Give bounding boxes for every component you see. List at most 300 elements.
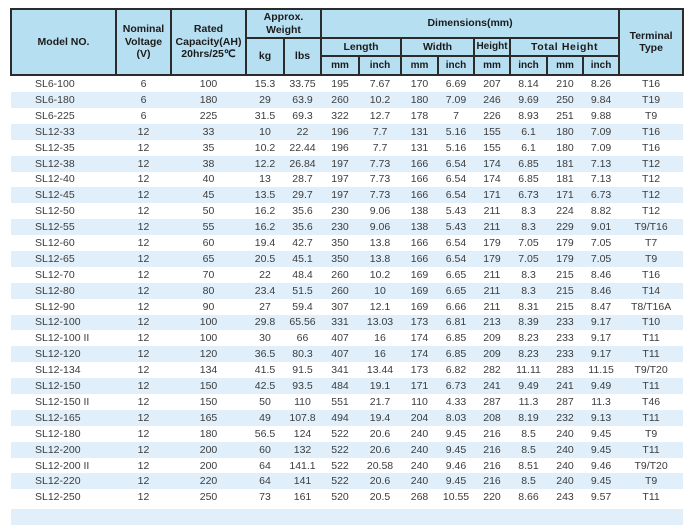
cell-model: SL12-40: [35, 173, 75, 186]
cell-value: 233: [547, 315, 583, 331]
cell-value: 7.7: [372, 141, 388, 154]
cell-value: T12: [619, 156, 683, 172]
cell-value: 7: [453, 109, 459, 122]
cell-value: 161: [293, 491, 312, 504]
cell-value: 166: [410, 173, 429, 186]
cell-value: 174: [410, 332, 429, 345]
cell-value: 171: [547, 187, 583, 203]
cell-value: T8/T16A: [630, 300, 672, 313]
cell-value: 13.5: [246, 187, 284, 203]
cell-value: 171: [401, 378, 438, 394]
cell-value: 15.3: [254, 78, 276, 91]
cell-value: 8.93: [518, 109, 539, 122]
cell-value: 233: [556, 332, 574, 345]
cell-value: 407: [321, 346, 359, 362]
cell-model: SL12-100 II: [35, 332, 90, 345]
cell-value: 31.5: [254, 109, 276, 122]
cell-value: 241: [474, 378, 510, 394]
cell-value: 166: [401, 156, 438, 172]
cell-value: 282: [483, 364, 501, 377]
cell-value: 41.5: [254, 364, 276, 377]
cell-value: 174: [483, 173, 501, 186]
cell-value: 484: [321, 378, 359, 394]
cell-value: 12: [137, 395, 150, 408]
cell-value: 20.6: [369, 427, 391, 440]
cell-model: SL12-250: [35, 491, 81, 504]
cell-value: 150: [199, 395, 218, 408]
cell-value: 240: [556, 459, 574, 472]
cell-value: 20.58: [366, 459, 394, 472]
header-approx-weight: Approx. Weight: [246, 9, 321, 38]
cell-value: 110: [294, 395, 311, 408]
cell-value: T16: [642, 268, 661, 281]
cell-value: 8.66: [518, 491, 539, 504]
cell-value: 9.45: [583, 442, 619, 458]
cell-value: 7.05: [518, 237, 539, 250]
cell-model: SL12-80: [11, 283, 116, 299]
table-row: [11, 410, 683, 426]
cell-value: 155: [474, 124, 510, 140]
cell-value: 240: [547, 442, 583, 458]
cell-value: 407: [331, 332, 349, 345]
cell-model: SL12-200 II: [35, 459, 90, 472]
cell-value: 8.46: [590, 268, 612, 281]
cell-value: 12: [137, 268, 150, 281]
table-row: [11, 299, 683, 315]
cell-value: 166: [401, 251, 438, 267]
cell-value: 522: [321, 473, 359, 489]
cell-value: 64: [259, 459, 271, 472]
cell-value: 9.45: [583, 473, 619, 489]
cell-value: 120: [171, 346, 246, 362]
cell-value: 35.6: [292, 205, 313, 218]
cell-value: 8.3: [510, 219, 547, 235]
cell-value: 240: [556, 427, 574, 440]
cell-value: 20.6: [359, 442, 401, 458]
cell-model: SL12-90: [35, 300, 75, 313]
cell-value: 181: [556, 173, 574, 186]
cell-model: SL6-225: [35, 109, 75, 122]
cell-value: 8.47: [590, 300, 612, 313]
header-height: Height: [474, 38, 510, 56]
cell-value: 12: [116, 156, 171, 172]
cell-value: 211: [483, 300, 501, 313]
table-row: [11, 108, 683, 124]
cell-model: SL12-200: [11, 442, 116, 458]
cell-value: 141: [284, 473, 321, 489]
cell-value: 230: [321, 219, 359, 235]
cell-value: 27: [259, 300, 271, 313]
cell-value: 179: [556, 237, 574, 250]
cell-value: 522: [331, 427, 349, 440]
table-row: [11, 362, 683, 378]
cell-value: 170: [410, 78, 429, 91]
cell-value: T46: [642, 395, 661, 408]
cell-value: 64: [246, 473, 284, 489]
cell-value: 12: [116, 346, 171, 362]
cell-value: 23.4: [246, 283, 284, 299]
cell-value: 260: [321, 92, 359, 108]
cell-value: 36.5: [246, 346, 284, 362]
cell-value: 5.43: [445, 205, 467, 218]
cell-model: SL6-100: [35, 78, 75, 91]
header-dimensions: Dimensions(mm): [321, 9, 619, 38]
cell-value: 180: [556, 141, 574, 154]
table-row: [11, 426, 683, 442]
cell-value: 260: [321, 283, 359, 299]
cell-value: 287: [483, 395, 501, 408]
cell-value: 8.3: [510, 283, 547, 299]
cell-model: SL12-45: [11, 187, 116, 203]
cell-value: 7.7: [359, 124, 401, 140]
cell-value: 8.5: [521, 427, 536, 440]
cell-value: 6: [140, 109, 147, 122]
cell-value: 42.5: [246, 378, 284, 394]
cell-value: 209: [483, 332, 501, 345]
cell-value: 240: [401, 473, 438, 489]
cell-value: 100: [171, 315, 246, 331]
cell-value: 51.5: [284, 283, 321, 299]
cell-value: 22: [259, 268, 271, 281]
cell-value: 10.2: [254, 141, 276, 154]
cell-value: 29: [246, 92, 284, 108]
header-model-no: Model NO.: [11, 9, 116, 75]
cell-value: 100: [199, 332, 218, 345]
cell-value: 171: [474, 187, 510, 203]
cell-value: 216: [483, 459, 501, 472]
table-row: [11, 203, 683, 219]
cell-value: 56.5: [254, 427, 276, 440]
table-row: [11, 283, 683, 299]
header-lbs: lbs: [284, 38, 321, 75]
cell-value: 30: [259, 332, 271, 345]
cell-value: 45.1: [284, 251, 321, 267]
cell-value: 211: [483, 268, 501, 281]
cell-model: SL12-60: [35, 237, 75, 250]
cell-value: 208: [474, 410, 510, 426]
cell-value: 13.44: [366, 364, 394, 377]
table-row: [11, 489, 683, 505]
cell-value: 11.11: [516, 364, 541, 377]
cell-value: 13.8: [359, 251, 401, 267]
cell-value: 179: [547, 251, 583, 267]
cell-value: 49: [246, 410, 284, 426]
cell-value: 91.5: [292, 364, 313, 377]
cell-value: 141.1: [289, 459, 316, 472]
cell-value: 9.69: [510, 92, 547, 108]
cell-value: 229: [547, 219, 583, 235]
table-row: [11, 251, 683, 267]
cell-model: SL12-65: [11, 251, 116, 267]
cell-value: 22.44: [289, 141, 316, 154]
cell-value: 5.16: [445, 141, 467, 154]
cell-value: 215: [556, 268, 574, 281]
cell-value: 213: [474, 315, 510, 331]
cell-value: 522: [321, 442, 359, 458]
empty-stripe-cell: [11, 509, 683, 525]
cell-value: 216: [474, 473, 510, 489]
cell-value: 9.17: [583, 346, 619, 362]
cell-value: 12: [137, 141, 150, 154]
cell-value: 11.3: [518, 395, 539, 408]
cell-value: 240: [410, 427, 429, 440]
cell-value: 45: [171, 187, 246, 203]
cell-value: 16.2: [254, 205, 276, 218]
cell-model: SL12-50: [35, 205, 75, 218]
cell-value: 169: [401, 283, 438, 299]
cell-value: T12: [642, 205, 661, 218]
cell-value: 6.54: [438, 156, 474, 172]
cell-value: 8.51: [518, 459, 539, 472]
cell-value: 207: [483, 78, 501, 91]
cell-value: 9.13: [583, 410, 619, 426]
header-unit-total-height-inch: inch: [583, 56, 619, 75]
cell-value: 63.9: [284, 92, 321, 108]
cell-value: 6.73: [583, 187, 619, 203]
cell-value: 260: [331, 268, 349, 281]
cell-value: T9: [619, 473, 683, 489]
cell-value: 6.54: [445, 173, 467, 186]
cell-value: 12: [116, 473, 171, 489]
header-total-height: Total Height: [510, 38, 619, 56]
cell-value: 9.45: [445, 427, 467, 440]
cell-value: 7.13: [590, 173, 612, 186]
cell-value: 8.03: [438, 410, 474, 426]
table-row: [11, 473, 683, 489]
cell-value: 33: [171, 124, 246, 140]
cell-value: 233: [547, 346, 583, 362]
cell-value: T16: [619, 124, 683, 140]
cell-value: T19: [619, 92, 683, 108]
table-footer-area: [11, 505, 683, 525]
cell-value: 138: [401, 219, 438, 235]
cell-value: T11: [619, 410, 683, 426]
cell-model: SL12-220: [11, 473, 116, 489]
cell-value: 9.88: [590, 109, 612, 122]
cell-value: 40: [202, 173, 215, 186]
cell-value: 12: [116, 378, 171, 394]
cell-value: 20.5: [246, 251, 284, 267]
cell-value: 9.57: [590, 491, 612, 504]
cell-value: 48.4: [292, 268, 313, 281]
cell-value: 220: [171, 473, 246, 489]
cell-value: 6.73: [510, 187, 547, 203]
cell-value: T9: [619, 251, 683, 267]
cell-value: 26.84: [284, 156, 321, 172]
cell-value: 8.82: [590, 205, 612, 218]
cell-value: 9.46: [445, 459, 467, 472]
cell-value: 6.66: [445, 300, 467, 313]
cell-value: 8.3: [521, 268, 536, 281]
cell-value: 197: [321, 156, 359, 172]
cell-value: 22: [284, 124, 321, 140]
cell-value: 16.2: [246, 219, 284, 235]
cell-value: 196: [331, 141, 349, 154]
cell-value: 232: [547, 410, 583, 426]
cell-value: 65: [171, 251, 246, 267]
cell-value: 173: [410, 364, 429, 377]
table-row: [11, 267, 683, 283]
cell-value: 80.3: [284, 346, 321, 362]
cell-value: 6.54: [438, 251, 474, 267]
table-row: [11, 124, 683, 140]
cell-value: 11.15: [588, 364, 614, 377]
cell-value: 179: [474, 251, 510, 267]
cell-value: T11: [619, 442, 683, 458]
cell-value: 16: [359, 346, 401, 362]
cell-value: 166: [410, 237, 429, 250]
cell-value: 7.09: [583, 124, 619, 140]
header-unit-height-inch: inch: [510, 56, 547, 75]
cell-value: 216: [474, 442, 510, 458]
cell-value: 197: [331, 173, 349, 186]
cell-value: 225: [199, 109, 218, 122]
header-unit-length-inch: inch: [359, 56, 401, 75]
cell-value: 7.09: [438, 92, 474, 108]
cell-value: 6.69: [445, 78, 467, 91]
cell-value: 9.45: [438, 442, 474, 458]
cell-value: 21.7: [369, 395, 391, 408]
cell-value: 20.6: [359, 473, 401, 489]
cell-value: 60: [202, 237, 215, 250]
cell-value: 6.65: [445, 268, 467, 281]
cell-value: 7.13: [583, 156, 619, 172]
cell-model: SL12-33: [11, 124, 116, 140]
cell-value: 7.73: [359, 156, 401, 172]
cell-value: 12: [116, 219, 171, 235]
cell-value: 178: [410, 109, 429, 122]
cell-value: 138: [410, 205, 429, 218]
cell-value: 50: [202, 205, 215, 218]
cell-value: 200: [171, 442, 246, 458]
cell-value: 9.49: [510, 378, 547, 394]
cell-value: 211: [483, 205, 501, 218]
table-row: [11, 330, 683, 346]
cell-value: 5.16: [438, 124, 474, 140]
cell-value: 165: [171, 410, 246, 426]
cell-value: 131: [410, 141, 429, 154]
cell-value: 55: [171, 219, 246, 235]
table-row: [11, 156, 683, 172]
cell-value: 6.54: [445, 237, 467, 250]
cell-value: 10: [359, 283, 401, 299]
cell-value: 9.17: [583, 315, 619, 331]
header-length: Length: [321, 38, 401, 56]
cell-value: T11: [619, 346, 683, 362]
cell-value: 66: [296, 332, 309, 345]
cell-value: 38: [171, 156, 246, 172]
cell-value: 12: [137, 237, 150, 250]
cell-value: 522: [331, 459, 349, 472]
cell-value: 12: [137, 332, 150, 345]
cell-value: 211: [474, 283, 510, 299]
table-row: [11, 92, 683, 108]
cell-value: 9.84: [583, 92, 619, 108]
cell-value: 10.55: [442, 491, 470, 504]
cell-value: T16: [642, 78, 661, 91]
cell-value: 50: [259, 395, 271, 408]
table-row: [11, 442, 683, 458]
cell-value: 9.46: [590, 459, 612, 472]
header-kg: kg: [246, 38, 284, 75]
cell-value: 224: [556, 205, 574, 218]
cell-value: 69.3: [292, 109, 313, 122]
cell-value: 59.4: [292, 300, 313, 313]
cell-value: 240: [410, 459, 429, 472]
cell-value: 9.06: [369, 205, 391, 218]
cell-value: 150: [171, 378, 246, 394]
header-unit-length-mm: mm: [321, 56, 359, 75]
cell-value: 7.73: [369, 173, 391, 186]
table-row: [11, 394, 683, 410]
cell-value: 132: [284, 442, 321, 458]
cell-value: 520: [331, 491, 349, 504]
cell-value: 13: [259, 173, 271, 186]
cell-value: 20.5: [369, 491, 391, 504]
cell-value: 241: [547, 378, 583, 394]
cell-value: 240: [401, 442, 438, 458]
cell-value: 230: [331, 205, 349, 218]
cell-model: SL12-180: [35, 427, 81, 440]
cell-value: 12: [137, 491, 150, 504]
cell-value: 6.85: [445, 332, 467, 345]
cell-value: 287: [556, 395, 574, 408]
cell-value: 6.1: [521, 141, 536, 154]
cell-value: T11: [642, 332, 660, 345]
cell-value: 331: [321, 315, 359, 331]
cell-value: T10: [619, 315, 683, 331]
cell-model: SL12-35: [35, 141, 75, 154]
cell-value: 8.46: [583, 283, 619, 299]
cell-value: 6.1: [510, 124, 547, 140]
cell-value: 60: [246, 442, 284, 458]
cell-value: T11: [642, 491, 660, 504]
cell-value: T11: [619, 378, 683, 394]
cell-model: SL12-134: [35, 364, 81, 377]
cell-value: 80: [171, 283, 246, 299]
cell-value: 12: [116, 251, 171, 267]
cell-value: 196: [321, 124, 359, 140]
cell-value: 16: [374, 332, 386, 345]
cell-value: 179: [483, 237, 501, 250]
cell-model: SL12-120: [11, 346, 116, 362]
cell-model: SL12-55: [11, 219, 116, 235]
table-row: [11, 378, 683, 394]
cell-value: 5.43: [438, 219, 474, 235]
cell-value: 243: [556, 491, 574, 504]
cell-value: 12: [137, 427, 150, 440]
cell-value: 220: [483, 491, 501, 504]
cell-value: 283: [556, 364, 574, 377]
table-body: [11, 75, 683, 505]
cell-value: 19.1: [359, 378, 401, 394]
cell-value: 8.39: [510, 315, 547, 331]
table-row: [11, 140, 683, 156]
cell-value: 29.8: [246, 315, 284, 331]
cell-value: 181: [547, 156, 583, 172]
header-rated-capacity: Rated Capacity(AH) 20hrs/25℃: [171, 9, 246, 75]
cell-value: 8.31: [518, 300, 539, 313]
cell-value: 12: [116, 315, 171, 331]
cell-value: 9.49: [583, 378, 619, 394]
cell-value: 210: [556, 78, 574, 91]
cell-value: 8.19: [510, 410, 547, 426]
cell-value: 173: [401, 315, 438, 331]
table-row: [11, 187, 683, 203]
cell-value: 65.56: [284, 315, 321, 331]
cell-value: T16: [642, 141, 661, 154]
cell-value: 12.1: [369, 300, 391, 313]
